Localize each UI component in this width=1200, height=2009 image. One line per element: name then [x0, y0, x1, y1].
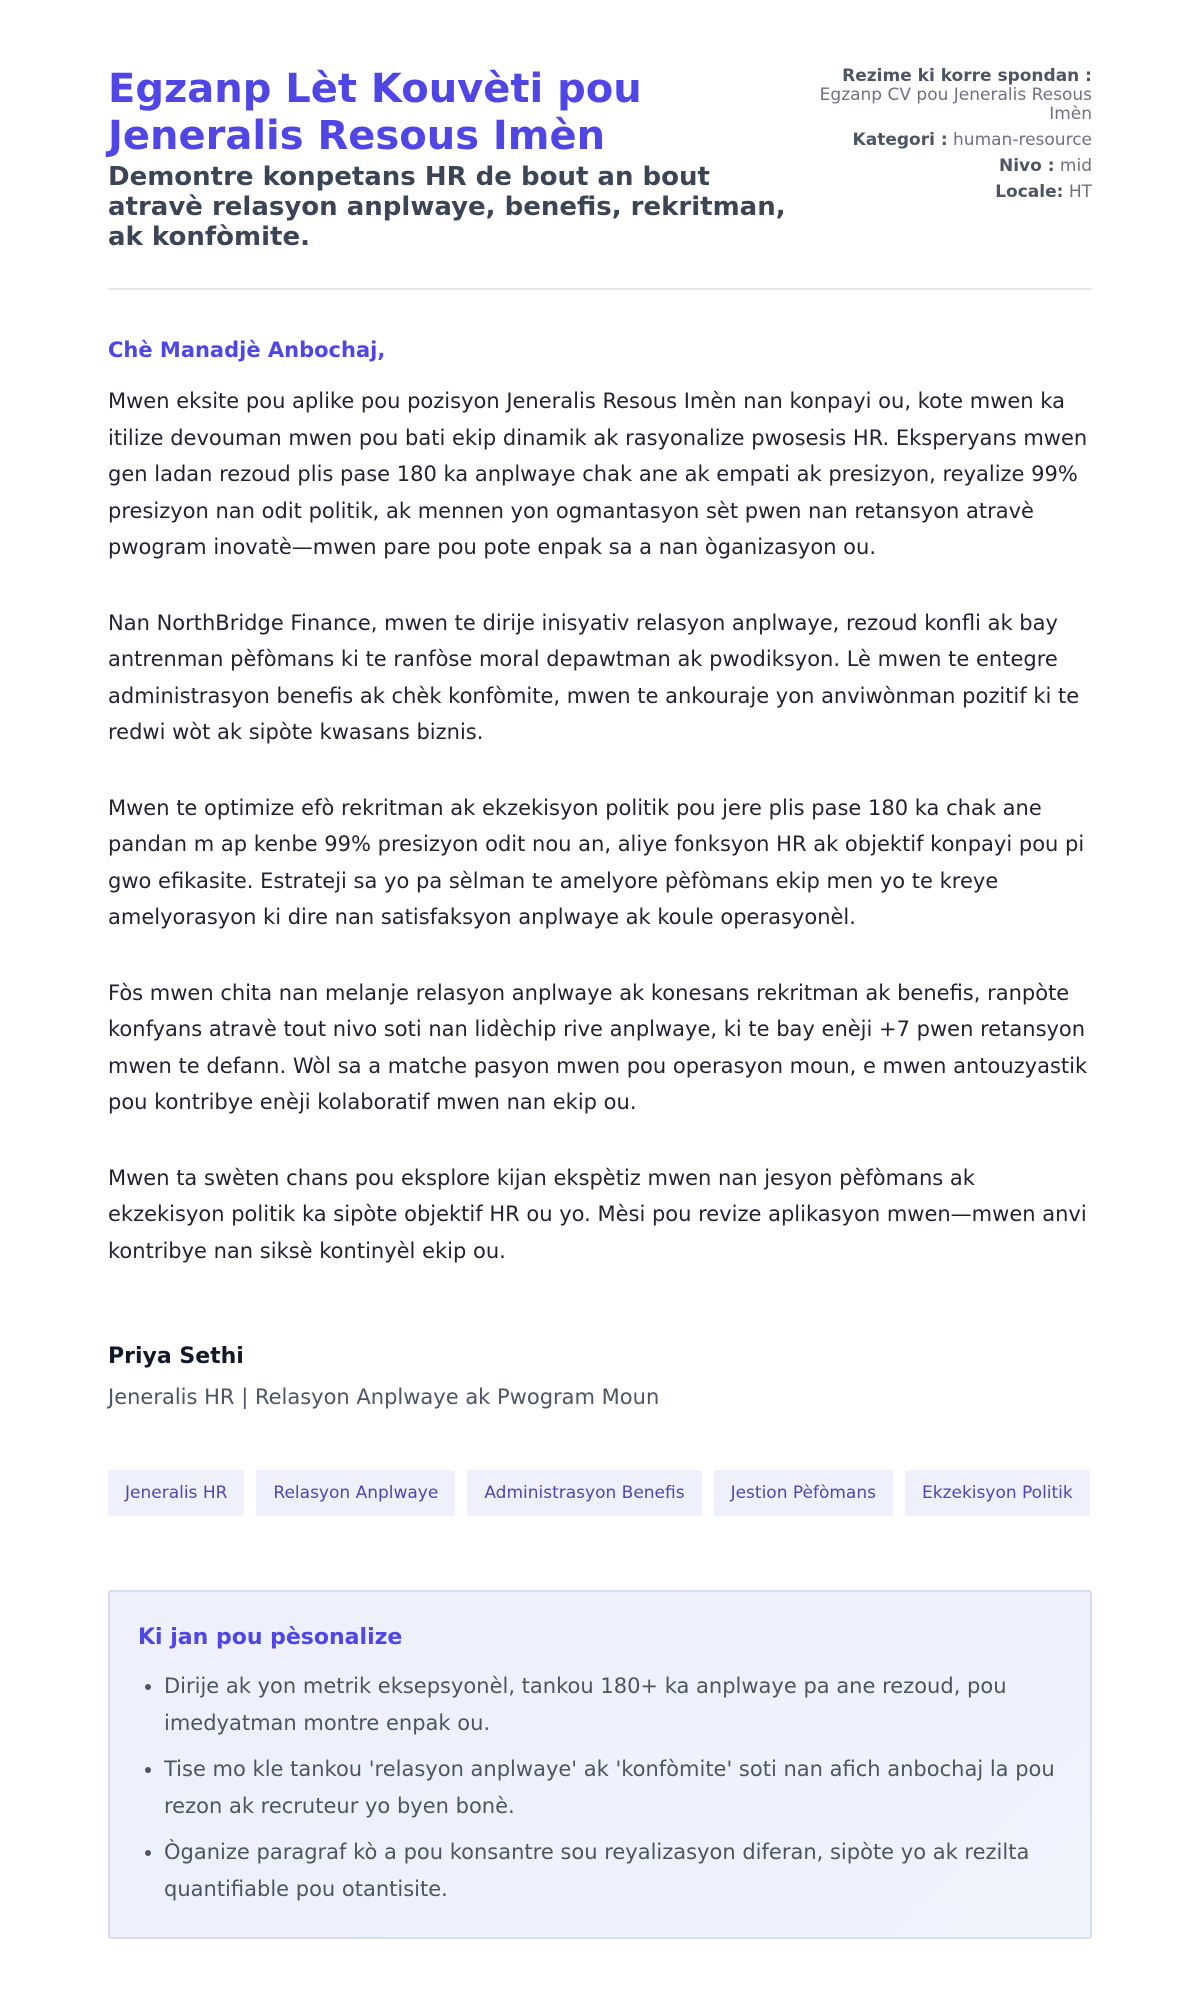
signature — [108, 1343, 1092, 1411]
letter-paragraph: Nan NorthBridge Finance, mwen te dirije inisyativ relasyon anplwaye, rezoud konfli ak bay antrenman pèfòmans ki te ranfòse moral depawtman ak pwodiksyon. Lè mwen te entegre administrasyon benefis ak chèk konfòmite, mwen te ankouraje yon anviwònman pozitif ki te redwi wòt ak sipòte kwasans biznis. — [108, 610, 1080, 744]
meta-level-label: Nivo : — [998, 156, 1055, 176]
tips-box — [108, 1590, 1092, 1939]
tips-title: Ki jan pou pèsonalize — [138, 1625, 403, 1650]
meta-locale-value: HT — [1068, 182, 1092, 202]
meta-panel — [797, 66, 1092, 209]
tips-list — [138, 1668, 1062, 1907]
meta-resume-value: Egzanp CV pou Jeneralis Resous Imèn — [819, 85, 1092, 124]
meta-resume-label: Rezime ki korre spondan : — [842, 66, 1092, 86]
signature-name: Priya Sethi — [108, 1344, 244, 1369]
skill-tag: Ekzekisyon Politik — [905, 1470, 1090, 1516]
letter-paragraph: Mwen te optimize efò rekritman ak ekzekisyon politik pou jere plis pase 180 ka chak ane pandan m ap kenbe 99% presizyon odit nou an, aliye fonksyon HR ak objektif konpayi pou pi gwo efikasite. Estrateji sa yo pa sèlman te amelyore pèfòmans ekip men yo te kreye amelyorasyon ki dire nan satisfaksyon anplwaye ak koule operasyonèl. — [108, 795, 1085, 929]
header — [108, 66, 1092, 252]
skill-tag: Administrasyon Benefis — [467, 1470, 701, 1516]
header-left — [108, 66, 797, 252]
tip-item: • Òganize paragraf kò a pou konsantre sou reyalizasyon diferan, sipòte yo ak rezilta quantifiable pou otantisite. — [164, 1834, 1062, 1907]
skill-tag: Jestion Pèfòmans — [714, 1470, 893, 1516]
meta-category — [797, 131, 1092, 150]
letter-paragraph: Mwen ta swèten chans pou eksplore kijan ekspètiz mwen nan jesyon pèfòmans ak ekzekisyon politik ka sipòte objektif HR ou yo. Mèsi pou revize aplikasyon mwen—mwen anvi kontribye nan siksè kontinyèl ekip ou. — [108, 1165, 1087, 1263]
skill-tags — [108, 1470, 1092, 1516]
skill-tag: Relasyon Anplwaye — [256, 1470, 455, 1516]
tip-item: • Dirije ak yon metrik eksepsyonèl, tankou 180+ ka anplwaye pa ane rezoud, pou imedyatman montre enpak ou. — [164, 1668, 1062, 1741]
greeting: Chè Manadjè Anbochaj, — [108, 338, 386, 362]
tip-item: • Tise mo kle tankou 'relasyon anplwaye' ak 'konfòmite' soti nan afich anbochaj la pou rezon ak recruteur yo byen bonè. — [164, 1751, 1062, 1824]
header-divider — [108, 288, 1092, 290]
signature-title: Jeneralis HR | Relasyon Anplwaye ak Pwogram Moun — [108, 1385, 660, 1409]
meta-level — [797, 157, 1092, 176]
letter-body — [108, 337, 1092, 1269]
letter-paragraph: Fòs mwen chita nan melanje relasyon anplwaye ak konesans rekritman ak benefis, ranpòte konfyans atravè tout nivo soti nan lidèchip rive anplwaye, ki te bay enèji +7 pwen retansyon mwen te defann. Wòl sa a matche pasyon mwen pou operasyon moun, e mwen antouzyastik pou kontribye enèji kolaboratif mwen nan ekip ou. — [108, 980, 1088, 1114]
meta-locale-label: Locale: — [995, 182, 1064, 202]
meta-category-label: Kategori : — [852, 130, 948, 150]
letter-paragraph: Mwen eksite pou aplike pou pozisyon Jeneralis Resous Imèn nan konpayi ou, kote mwen ka itilize devouman mwen pou bati ekip dinamik ak rasyonalize pwosesis HR. Eksperyans mwen gen ladan rezoud plis pase 180 ka anplwaye chak ane ak empati ak presizyon, reyalize 99% presizyon nan odit politik, ak mennen yon ogmantasyon sèt pwen nan retansyon atravè pwogram inovatè—mwen pare pou pote enpak sa a nan òganizasyon ou. — [108, 389, 1088, 559]
meta-category-value: human-resource — [953, 130, 1092, 150]
meta-level-value: mid — [1059, 156, 1092, 176]
skill-tag: Jeneralis HR — [108, 1470, 244, 1516]
page-title: Egzanp Lèt Kouvèti pou Jeneralis Resous Imèn — [108, 66, 642, 159]
page-subtitle: Demontre konpetans HR de bout an bout atravè relasyon anplwaye, benefis, rekritman, ak konfòmite. — [108, 162, 786, 252]
meta-locale — [797, 183, 1092, 202]
meta-resume — [797, 67, 1092, 124]
